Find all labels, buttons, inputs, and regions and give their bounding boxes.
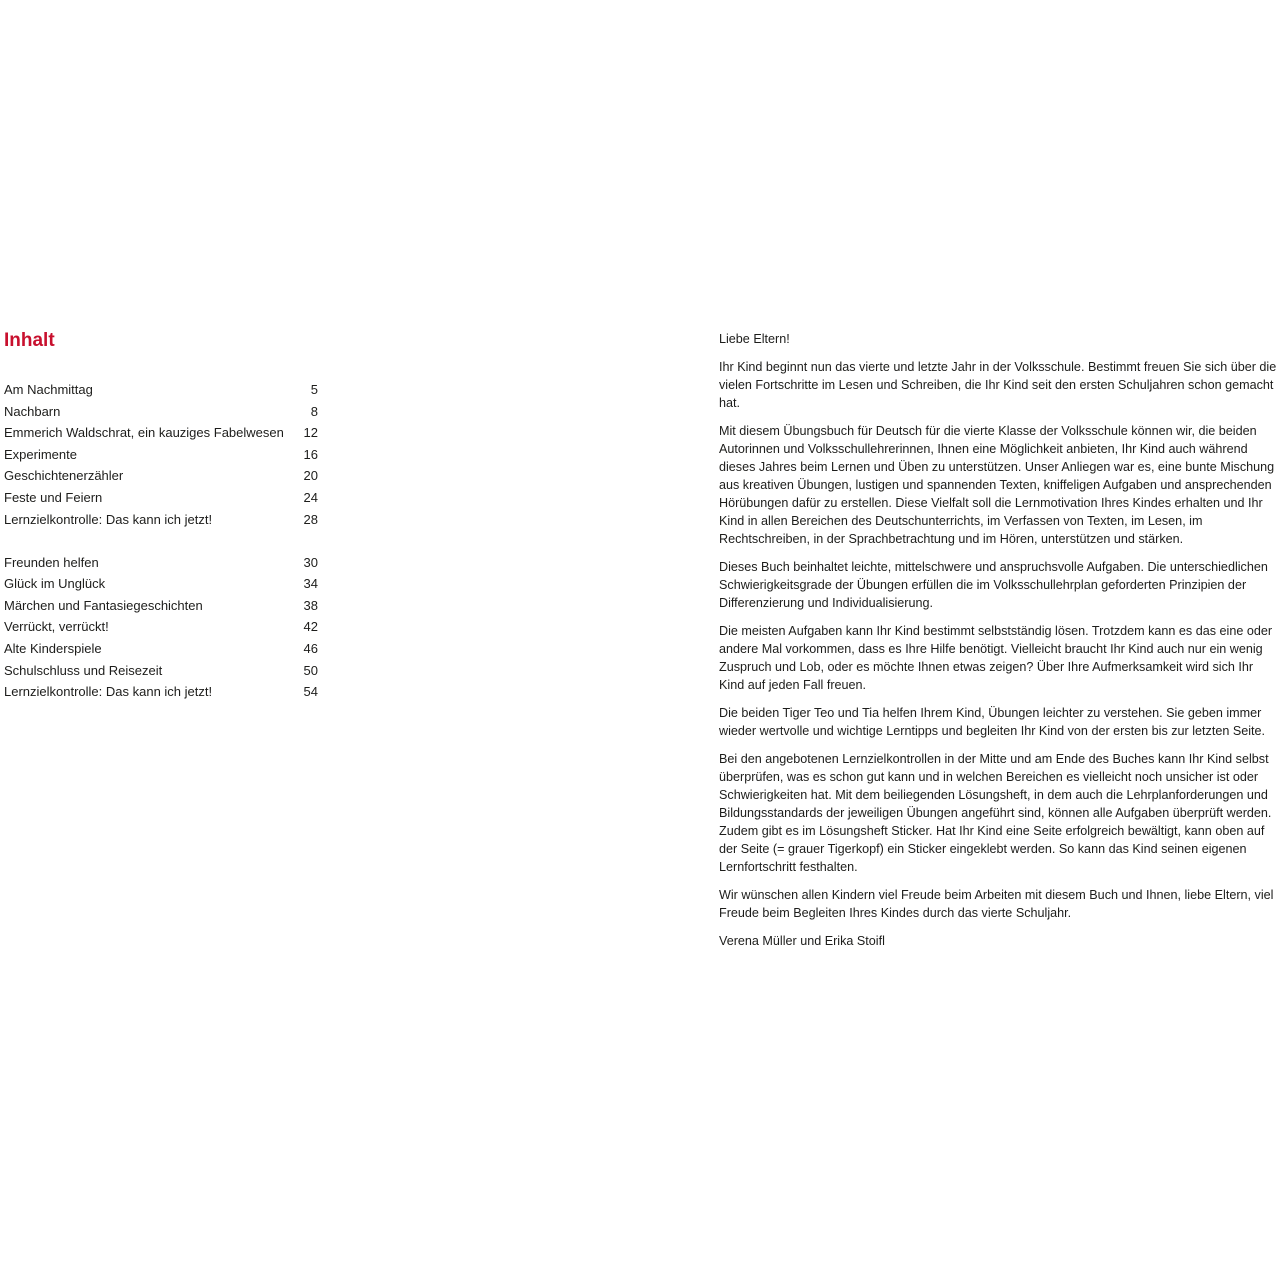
toc-entry-page: 24 <box>303 489 318 505</box>
toc-entry-label: Glück im Unglück <box>4 576 106 592</box>
letter-paragraph: Dieses Buch beinhaltet leichte, mittelschwere und anspruchsvolle Aufgaben. Die unterschiedlichen Schwierigkeitsgrade der Übungen erfüllen die im Volksschullehrplan geforderten Prinzipien der Differenzierung und Individualisierung. <box>719 560 1268 610</box>
toc-entry-page: 54 <box>303 684 318 700</box>
letter-paragraph: Bei den angebotenen Lernzielkontrollen in der Mitte und am Ende des Buches kann Ihr Kind selbst überprüfen, was es schon gut kann und in welchen Bereichen es vielleicht noch unsicher ist oder Schwierigkeiten hat. Mit dem beiliegenden Lösungsheft, in dem auch die Lehrplanforderungen und Bildungsstandards der jeweiligen Übungen angeführt sind, können alle Aufgaben überprüft werden. Zudem gibt es im Lösungsheft Sticker. Hat Ihr Kind eine Seite erfolgreich bewältigt, kann oben auf der Seite (= grauer Tigerkopf) ein Sticker eingeklebt werden. So kann das Kind seinen eigenen Lernfortschritt festhalten. <box>719 752 1272 874</box>
letter-paragraph: Mit diesem Übungsbuch für Deutsch für die vierte Klasse der Volksschule können wir, die beiden Autorinnen und Volksschullehrerinnen, Ihnen eine Möglichkeit anbieten, Ihr Kind auch während dieses Jahres beim Lernen und Üben zu unterstützen. Unser Anliegen war es, eine bunte Mischung aus kreativen Übungen, lustigen und spannenden Texten, kniffeligen Aufgaben und ansprechenden Hörübungen dafür zu erstellen. Diese Vielfalt soll die Lernmotivation Ihres Kindes erhalten und Ihr Kind in allen Bereichen des Deutschunterrichts, im Verfassen von Texten, im Lesen, im Rechtschreiben, in der Sprachbetrachtung und im Hören, unterstützen und stärken. <box>719 424 1275 546</box>
toc-group-2 <box>4 552 320 703</box>
toc-entry-label: Lernzielkontrolle: Das kann ich jetzt! <box>4 684 213 700</box>
toc-entry-label: Schulschluss und Reisezeit <box>4 662 163 678</box>
toc-entry-label: Feste und Feiern <box>4 489 103 505</box>
toc-entry-label: Freunden helfen <box>4 554 99 570</box>
toc-entry-page: 46 <box>303 641 318 657</box>
toc-entry[interactable] <box>4 660 320 682</box>
toc-entry-page: 12 <box>303 425 318 441</box>
letter-paragraph: Die beiden Tiger Teo und Tia helfen Ihrem Kind, Übungen leichter zu verstehen. Sie geben immer wieder wertvolle und wichtige Lerntipps und begleiten Ihr Kind von der ersten bis zur letzten Seite. <box>719 706 1266 738</box>
parents-letter <box>719 330 1281 960</box>
toc-entry[interactable] <box>4 509 320 531</box>
toc-entry[interactable] <box>4 573 320 595</box>
toc-entry-page: 8 <box>310 403 318 419</box>
letter-signature: Verena Müller und Erika Stoifl <box>719 934 885 948</box>
toc-entry[interactable] <box>4 401 320 423</box>
toc-entry-page: 50 <box>303 662 318 678</box>
letter-greeting: Liebe Eltern! <box>719 332 790 346</box>
toc-entry-label: Experimente <box>4 446 77 462</box>
toc-entry-page: 5 <box>310 382 318 397</box>
toc-entry-label: Geschichtenerzähler <box>4 468 124 484</box>
toc-title: Inhalt <box>4 330 55 351</box>
toc-entry-label: Verrückt, verrückt! <box>4 619 109 635</box>
toc-entry[interactable] <box>4 681 320 703</box>
toc-entry-label: Am Nachmittag <box>4 382 93 397</box>
toc-entry-label: Alte Kinderspiele <box>4 641 102 657</box>
toc-entry[interactable] <box>4 487 320 509</box>
toc-entry[interactable] <box>4 638 320 660</box>
toc-entry-label: Nachbarn <box>4 403 61 419</box>
toc-entry-label: Lernzielkontrolle: Das kann ich jetzt! <box>4 511 213 527</box>
letter-paragraph: Wir wünschen allen Kindern viel Freude beim Arbeiten mit diesem Buch und Ihnen, liebe Eltern, viel Freude beim Begleiten Ihres Kindes durch das vierte Schuljahr. <box>719 888 1274 920</box>
table-of-contents <box>4 328 320 724</box>
toc-entry-page: 42 <box>303 619 318 635</box>
toc-entry[interactable] <box>4 444 320 466</box>
toc-entry-page: 20 <box>303 468 318 484</box>
toc-entry-page: 28 <box>303 511 318 527</box>
toc-entry[interactable] <box>4 595 320 617</box>
toc-entry[interactable] <box>4 422 320 444</box>
letter-paragraph: Die meisten Aufgaben kann Ihr Kind bestimmt selbstständig lösen. Trotzdem kann es das eine oder andere Mal vorkommen, dass es Ihre Hilfe benötigt. Vielleicht braucht Ihr Kind auch nur ein wenig Zuspruch und Lob, oder es möchte Ihnen etwas zeigen? Über Ihre Aufmerksamkeit wird sich Ihr Kind auf jeden Fall freuen. <box>719 624 1273 692</box>
letter-paragraph: Ihr Kind beginnt nun das vierte und letzte Jahr in der Volksschule. Bestimmt freuen Sie sich über die vielen Fortschritte im Lesen und Schreiben, die Ihr Kind seit den ersten Schuljahren schon gemacht hat. <box>719 360 1277 410</box>
toc-entry-label: Märchen und Fantasiegeschichten <box>4 597 203 613</box>
toc-entry[interactable] <box>4 616 320 638</box>
toc-entry-page: 38 <box>303 597 318 613</box>
toc-entry-page: 34 <box>303 576 318 592</box>
toc-group-1 <box>4 379 320 530</box>
toc-entry[interactable] <box>4 465 320 487</box>
toc-entry-page: 16 <box>303 446 318 462</box>
toc-entry-page: 30 <box>303 554 318 570</box>
toc-entry[interactable] <box>4 379 320 401</box>
toc-entry-label: Emmerich Waldschrat, ein kauziges Fabelwesen <box>4 425 284 441</box>
toc-entry[interactable] <box>4 552 320 574</box>
